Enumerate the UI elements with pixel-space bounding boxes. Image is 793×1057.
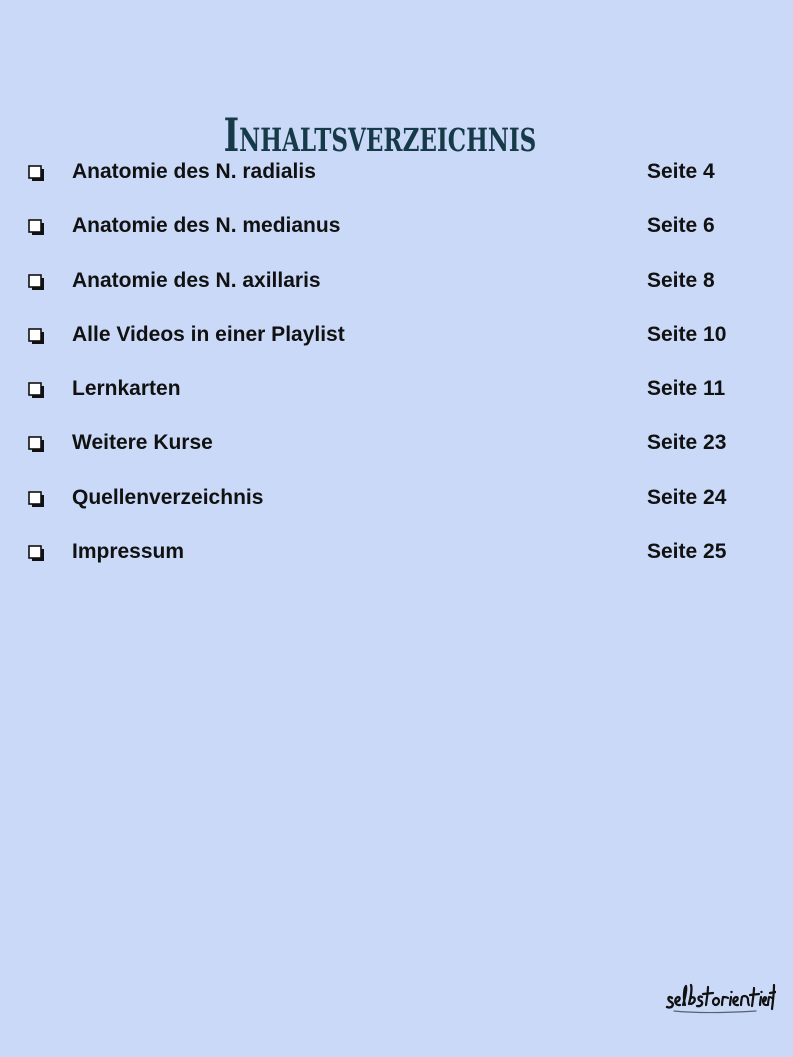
toc-entry-label: Anatomie des N. radialis (72, 160, 316, 183)
toc-entry-label: Lernkarten (72, 377, 181, 401)
toc-entry (0, 313, 793, 367)
toc-entry-page: Seite 11 (647, 377, 726, 401)
checkbox-icon (28, 165, 45, 182)
checkbox-icon (28, 491, 45, 508)
toc-entry-page: Seite 25 (647, 540, 727, 564)
toc-entry (0, 421, 793, 475)
page-title: Inhaltsverzeichnis (223, 107, 537, 162)
toc-entry (0, 476, 793, 530)
toc-entry-page: Seite 10 (647, 322, 727, 346)
table-of-contents (0, 150, 793, 584)
toc-entry-page: Seite 24 (647, 485, 727, 509)
toc-entry (0, 530, 793, 584)
checkbox-icon (28, 436, 45, 453)
toc-entry-label: Weitere Kurse (72, 431, 213, 455)
checkbox-icon (28, 328, 45, 345)
toc-entry (0, 367, 793, 421)
toc-entry-page: Seite 8 (647, 268, 715, 292)
toc-entry (0, 204, 793, 258)
checkbox-icon (28, 545, 45, 562)
checkbox-icon (28, 219, 45, 236)
toc-entry-label: Anatomie des N. medianus (72, 214, 341, 238)
checkbox-icon (28, 274, 45, 291)
brand-logo (664, 978, 776, 1018)
toc-entry (0, 150, 793, 204)
toc-entry-label: Alle Videos in einer Playlist (72, 322, 345, 346)
toc-entry-page: Seite 23 (647, 431, 727, 455)
toc-entry-label: Anatomie des N. axillaris (72, 268, 321, 292)
checkbox-icon (28, 382, 45, 399)
toc-entry-label: Quellenverzeichnis (72, 485, 264, 509)
toc-entry-page: Seite 6 (647, 214, 715, 238)
toc-entry-page: Seite 4 (647, 160, 715, 183)
toc-entry-label: Impressum (72, 540, 185, 564)
toc-entry (0, 259, 793, 313)
